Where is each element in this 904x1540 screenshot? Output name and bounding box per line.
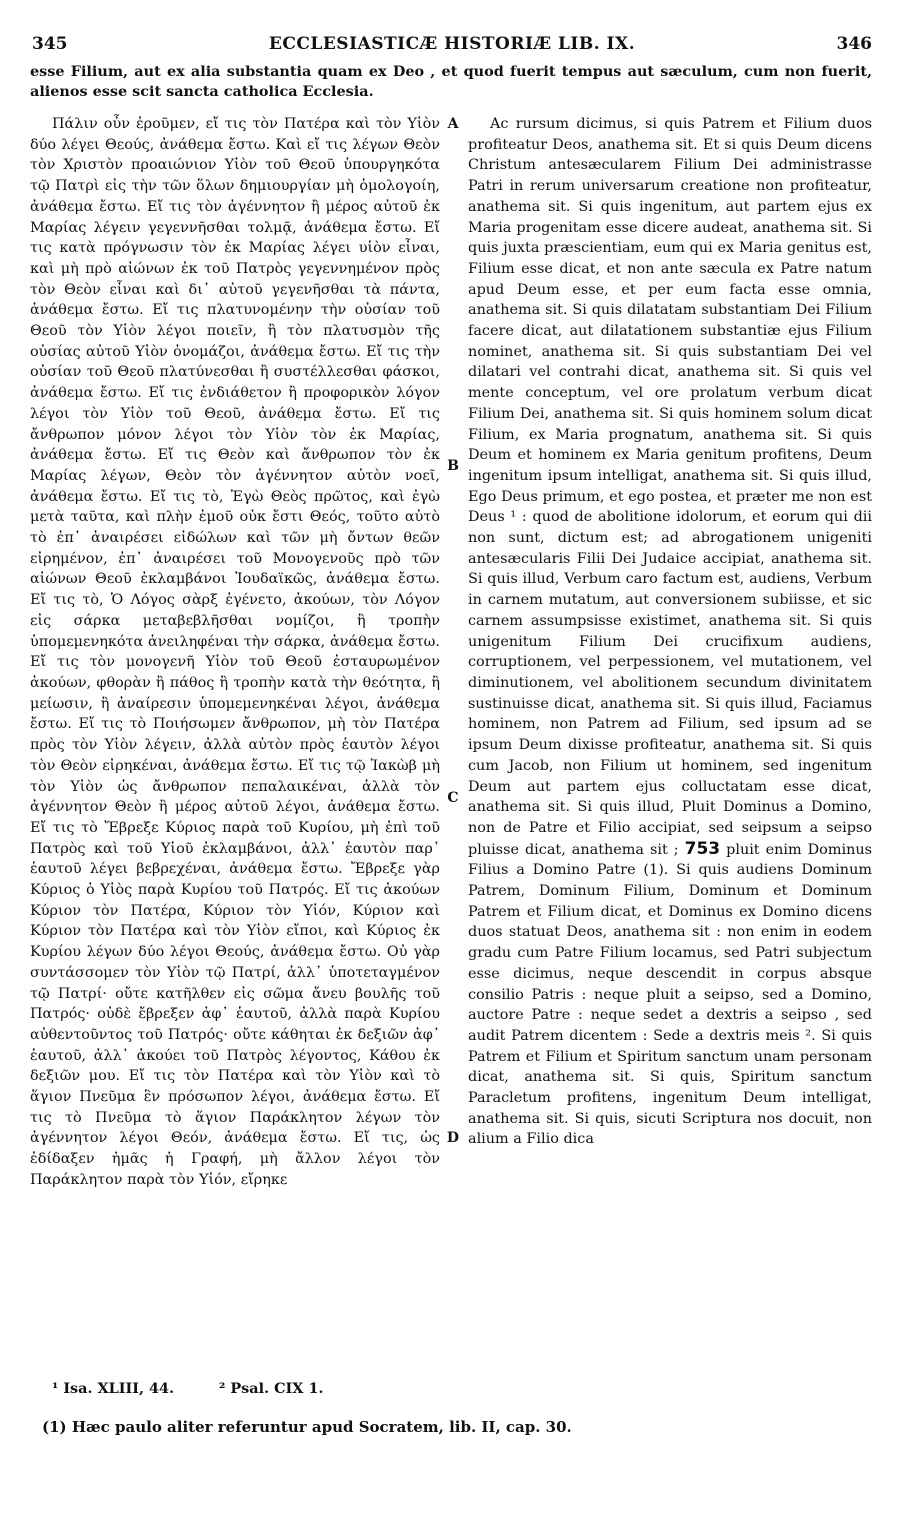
running-header [28, 34, 876, 56]
editor-note: (1) Hæc paulo aliter referuntur apud Socratem, lib. II, cap. 30. [42, 1418, 572, 1436]
section-marker-a: A [447, 116, 459, 132]
section-marker-b: B [447, 458, 459, 474]
greek-column [30, 114, 440, 1191]
latin-paragraph [468, 114, 872, 1150]
running-title: ECCLESIASTICÆ HISTORIÆ LIB. IX. [268, 34, 636, 54]
page-number-right: 346 [836, 34, 872, 54]
footnote-2: ² Psal. CIX 1. [219, 1380, 324, 1397]
greek-paragraph: Πάλιν οὖν ἐροῦμεν, εἴ τις τὸν Πατέρα καὶ τὸν Υἱὸν δύο λέγει Θεούς, ἀνάθεμα ἔστω. Καὶ εἴ τις λέγων Θεὸν τὸν Χριστὸν προαιώνιον Υἱὸν τοῦ Θεοῦ ὑπουργηκότα τῷ Πατρὶ εἰς τὴν τῶν ὅλων δημιουργίαν μὴ ὁμολογοίη, ἀνάθεμα ἔστω. Εἴ τις τὸν ἀγέννητον ἢ μέρος αὐτοῦ ἐκ Μαρίας λέγειν γεγεννῆσθαι τολμᾷ, ἀνάθεμα ἔστω. Εἴ τις κατὰ πρόγνωσιν τὸν ἐκ Μαρίας λέγει υἱὸν εἶναι, καὶ μὴ πρὸ αἰώνων ἐκ τοῦ Πατρὸς γεγεννημένον πρὸς τὸν Θεὸν εἶναι καὶ δι᾽ αὐτοῦ γεγενῆσθαι τὰ πάντα, ἀνάθεμα ἔστω. Εἴ τις πλατυνομένην τὴν οὐσίαν τοῦ Θεοῦ τὸν Υἱὸν λέγοι ποιεῖν, ἢ τὸν πλατυσμὸν τῆς οὐσίας αὐτοῦ Υἱὸν ὀνομάζοι, ἀνάθεμα ἔστω. Εἴ τις τὴν οὐσίαν τοῦ Θεοῦ πλατύνεσθαι ἢ συστέλλεσθαι φάσκοι, ἀνάθεμα ἔστω. Εἴ τις ἐνδιάθετον ἢ προφορικὸν λόγον λέγοι τὸν Υἱὸν τοῦ Θεοῦ, ἀνάθεμα ἔστω. Εἴ τις ἄνθρωπον μόνον λέγοι τὸν Υἱὸν τὸν ἐκ Μαρίας, ἀνάθεμα ἔστω. Εἴ τις Θεὸν καὶ ἄνθρωπον τὸν ἐκ Μαρίας λέγων, Θεὸν τὸν ἀγέννητον αὐτὸν νοεῖ, ἀνάθεμα ἔστω. Εἴ τις τὸ, Ἐγὼ Θεὸς πρῶτος, καὶ ἐγὼ μετὰ ταῦτα, καὶ πλὴν ἐμοῦ οὐκ ἔστι Θεός, τοῦτο αὐτὸ τὸ ἐπ᾽ ἀναιρέσει εἰδώλων καὶ τῶν μὴ ὄντων θεῶν εἰρημένον, ἐπ᾽ ἀναιρέσει τοῦ Μονογενοῦς πρὸ τῶν αἰώνων Θεοῦ ἐκλαμβάνοι Ἰουδαϊκῶς, ἀνάθεμα ἔστω. Εἴ τις τὸ, Ὁ Λόγος σὰρξ ἐγένετο, ἀκούων, τὸν Λόγον εἰς σάρκα μεταβεβλῆσθαι νομίζοι, ἢ τροπὴν ὑπομεμενηκότα ἀνειληφέναι τὴν σάρκα, ἀνάθεμα ἔστω. Εἴ τις τὸν μονογενῆ Υἱὸν τοῦ Θεοῦ ἐσταυρωμένον ἀκούων, φθορὰν ἢ πάθος ἢ τροπὴν κατὰ τὴν θεότητα, ἢ μείωσιν, ἢ ἀναίρεσιν ὑπομεμενηκέναι λέγοι, ἀνάθεμα ἔστω. Εἴ τις τὸ Ποιήσωμεν ἄνθρωπον, μὴ τὸν Πατέρα πρὸς τὸν Υἱὸν λέγειν, ἀλλὰ αὐτὸν πρὸς ἑαυτὸν λέγοι τὸν Θεὸν εἰρηκέναι, ἀνάθεμα ἔστω. Εἴ τις τῷ Ἰακὼβ μὴ τὸν Υἱὸν ὡς ἄνθρωπον πεπαλαικέναι, ἀλλὰ τὸν ἀγέννητον Θεὸν ἢ μέρος αὐτοῦ λέγοι, ἀνάθεμα ἔστω. Εἴ τις τὸ Ἔβρεξε Κύριος παρὰ τοῦ Κυρίου, μὴ ἐπὶ τοῦ Πατρὸς καὶ τοῦ Υἱοῦ ἐκλαμβάνοι, ἀλλ᾽ ἑαυτὸν παρ᾽ ἑαυτοῦ λέγει βεβρεχέναι, ἀνάθεμα ἔστω. Ἔβρεξε γὰρ Κύριος ὁ Υἱὸς παρὰ Κυρίου τοῦ Πατρός. Εἴ τις ἀκούων Κύριον τὸν Πατέρα, Κύριον τὸν Υἱόν, Κύριον καὶ Κύριον τὸν Πατέρα καὶ τὸν Υἱὸν εἴποι, καὶ Κύριος ἐκ Κυρίου λέγων δύο λέγοι Θεούς, ἀνάθεμα ἔστω. Οὐ γὰρ συντάσσομεν τὸν Υἱὸν τῷ Πατρί, ἀλλ᾽ ὑποτεταγμένον τῷ Πατρί· οὔτε κατῆλθεν εἰς σῶμα ἄνευ βουλῆς τοῦ Πατρός· οὐδὲ ἔβρεξεν ἀφ᾽ ἑαυτοῦ, ἀλλὰ παρὰ Κυρίου αὐθεντοῦντος τοῦ Πατρός· οὔτε κάθηται ἐκ δεξιῶν ἀφ᾽ ἑαυτοῦ, ἀλλ᾽ ἀκούει τοῦ Πατρὸς λέγοντος, Κάθου ἐκ δεξιῶν μου. Εἴ τις τὸν Πατέρα καὶ τὸν Υἱὸν καὶ τὸ ἅγιον Πνεῦμα ἓν πρόσωπον λέγοι, ἀνάθεμα ἔστω. Εἴ τις τὸ Πνεῦμα τὸ ἅγιον Παράκλητον λέγων τὸν ἀγέννητον λέγοι Θεόν, ἀνάθεμα ἔστω. Εἴ τις, ὡς ἐδίδαξεν ἡμᾶς ἡ Γραφή, μὴ ἄλλον λέγοι τὸν Παράκλητον παρὰ τὸν Υἱόν, εἴρηκε [30, 116, 440, 1188]
migne-page-number: 753 [684, 838, 721, 859]
latin-text-part-1: Ac rursum dicimus, si quis Patrem et Filium duos profiteatur Deos, anathema sit. Et si quis Deum dicens Christum antesæcularem Filium Dei administrasse Patri in rerum universarum creatione non profiteatur, anathema sit. Si quis ingenitum, aut partem ejus ex Maria progenitam esse dicere audeat, anathema sit. Si quis juxta præscientiam, eum qui ex Maria genitus est, Filium esse dicat, et non ante sæcula ex Patre natum apud Deum esse, et per eum facta esse omnia, anathema sit. Si quis dilatatam substantiam Dei Filium facere dicat, aut dilatationem substantiæ ejus Filium nominet, anathema sit. Si quis substantiam Dei vel dilatari vel contrahi dicat, anathema sit. Si quis vel mente conceptum, vel ore prolatum verbum dicat Filium Dei, anathema sit. Si quis hominem solum dicat Filium, ex Maria prognatum, anathema sit. Si quis Deum et hominem ex Maria genitum profitens, Deum ingenitum ipsum intelligat, anathema sit. Si quis illud, Ego Deus primum, et ego postea, et præter me non est Deus ¹ : quod de abolitione idolorum, et eorum qui dii non sunt, dictum est; ad abrogationem unigeniti antesæcularis Filii Dei Judaice accipiat, anathema sit. Si quis illud, Verbum caro factum est, audiens, Verbum in carnem mutatum, aut conversionem subiisse, et sic carnem assumpsisse existimet, anathema sit. Si quis unigenitum Filium Dei crucifixum audiens, corruptionem, vel perpessionem, vel mutationem, vel diminutionem, vel abolitionem secundum divinitatem sustinuisse dicat, anathema sit. Si quis illud, Faciamus hominem, non Patrem ad Filium, sed ipsum ad se ipsum Deum dixisse profiteatur, anathema sit. Si quis cum Jacob, non Filium ut hominem, sed ingenitum Deum aut partem ejus colluctatam esse dicat, anathema sit. Si quis illud, Pluit Dominus a Domino, non de Patre et Filio accipiat, sed seipsum a seipso pluisse dicat, anathema sit ; [468, 116, 872, 858]
latin-column [468, 114, 872, 1150]
footnotes [52, 1380, 363, 1397]
latin-text-part-2: pluit enim Dominus Filius a Domino Patre (1). Si quis audiens Dominum Patrem, Dominum Filium, Dominum et Dominum Patrem et Filium dicat, et Dominus ex Domino dicens duos statuat Deos, anathema sit : non enim in eodem gradu cum Patre Filium locamus, sed Patri subjectum esse dicimus, neque descendit in corpus absque consilio Patris : neque pluit a seipso, sed a Domino, auctore Patre : neque sedet a dextris a seipso , sed audit Patrem dicentem : Sede a dextris meis ². Si quis Patrem et Filium et Spiritum sanctum unam personam dicat, anathema sit. Si quis, Spiritum sanctum Paracletum profitens, ingenitum Deum intelligat, anathema sit. Si quis, sicuti Scriptura nos docuit, non alium a Filio dica [468, 841, 872, 1148]
intro-paragraph: esse Filium, aut ex alia substantia quam ex Deo , et quod fuerit tempus aut sæculum, cum non fuerit, alienos esse scit sancta catholica Ecclesia. [30, 63, 872, 100]
page-number-left: 345 [32, 34, 68, 54]
section-marker-d: D [446, 1130, 460, 1146]
section-marker-c: C [447, 790, 459, 806]
footnote-1: ¹ Isa. XLIII, 44. [52, 1380, 175, 1397]
